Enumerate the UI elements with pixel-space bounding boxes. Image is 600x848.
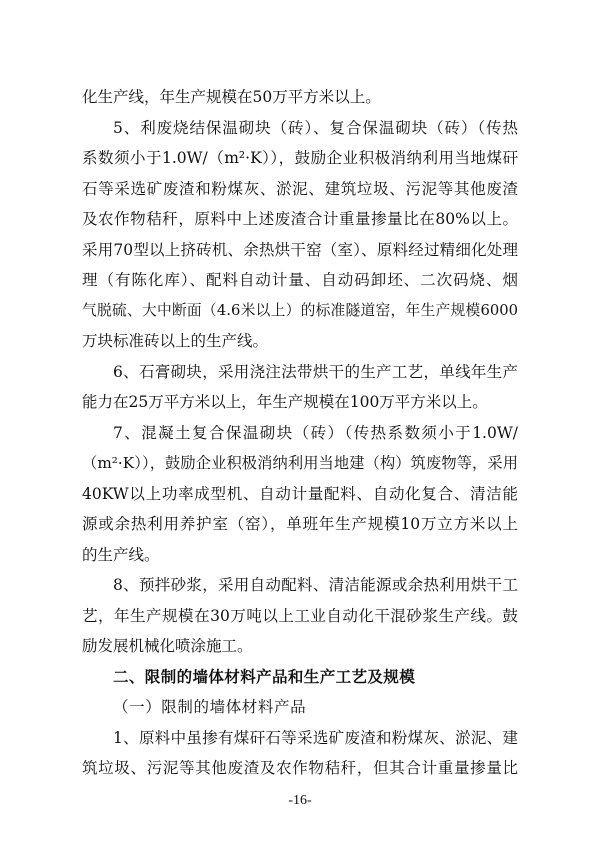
text-line: 的生产线。 <box>82 545 160 564</box>
text-line: 筑垃圾、污泥等其他废渣及农作物秸秆，但其合计重量掺量比 <box>82 759 518 777</box>
text-line: 能力在25万平方米以上，年生产规模在100万平方米以上。 <box>82 393 488 411</box>
text-line: 1、原料中虽掺有煤矸石等采选矿废渣和粉煤灰、淤泥、建 <box>113 728 518 747</box>
text-line: 8、预拌砂浆，采用自动配料、清洁能源或余热利用烘干工 <box>113 576 518 594</box>
text-line: 7、混凝土复合保温砌块（砖）（传热系数须小于1.0W/ <box>113 423 518 442</box>
subsection-heading: （一）限制的墙体材料产品 <box>113 698 307 716</box>
text-line: 理（有陈化库）、配料自动计量、自动码卸坯、二次码烧、烟 <box>82 271 518 289</box>
page-number: -16- <box>288 793 312 808</box>
text-line: 化生产线，年生产规模在50万平方米以上。 <box>82 88 381 106</box>
text-line: 气脱硫、大中断面（4.6米以上）的标准隧道窑，年生产规模6000 <box>82 301 518 319</box>
text-line: 系数须小于1.0W/（m²·K）），鼓励企业积极消纳利用当地煤矸 <box>82 149 518 167</box>
text-line: 石等采选矿废渣和粉煤灰、淤泥、建筑垃圾、污泥等其他废渣 <box>82 179 518 198</box>
section-heading: 二、限制的墙体材料产品和生产工艺及规模 <box>113 667 416 686</box>
text-line: 艺，年生产规模在30万吨以上工业自动化干混砂浆生产线。鼓 <box>82 606 518 625</box>
text-line: 5、利废烧结保温砌块（砖）、复合保温砌块（砖）（传热 <box>113 118 518 137</box>
text-line: （m²·K）），鼓励企业积极消纳利用当地建（构）筑废物等，采用 <box>82 454 518 472</box>
text-line: 采用70型以上挤砖机、余热烘干窑（室）、原料经过精细化处理 <box>82 240 518 259</box>
text-line: 励发展机械化喷涂施工。 <box>82 637 253 655</box>
text-line: 6、石膏砌块，采用浇注法带烘干的生产工艺，单线年生产 <box>113 362 518 381</box>
text-line: 40KW以上功率成型机、自动计量配料、自动化复合、清洁能 <box>82 484 518 503</box>
text-line: 万块标准砖以上的生产线。 <box>82 332 269 350</box>
text-line: 及农作物秸秆，原料中上述废渣合计重量掺量比在80%以上。 <box>82 210 518 228</box>
body-text <box>82 82 518 784</box>
text-line: 源或余热利用养护室（窑），单班年生产规模10万立方米以上 <box>82 515 518 533</box>
